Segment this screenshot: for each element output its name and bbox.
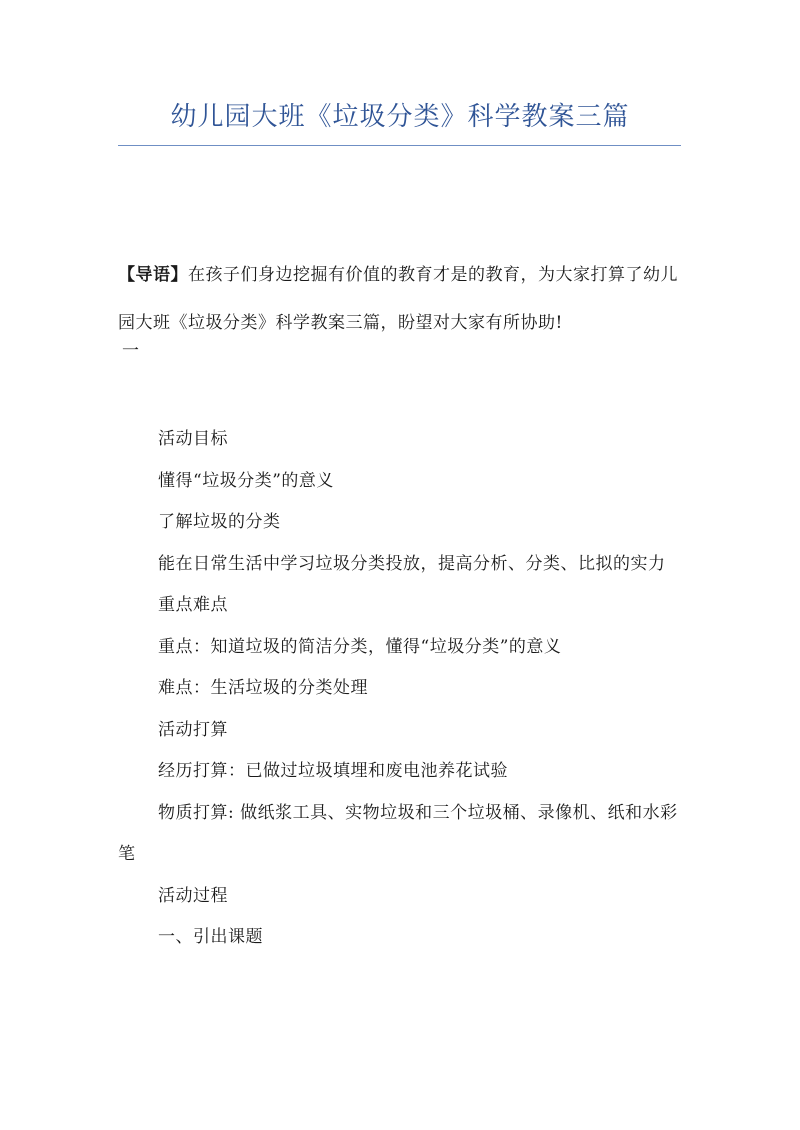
heading-activity-goals: 活动目标 bbox=[158, 429, 228, 449]
heading-key-points: 重点难点 bbox=[158, 595, 228, 615]
document-title: 幼儿园大班《垃圾分类》科学教案三篇 bbox=[170, 102, 630, 132]
heading-preparation: 活动打算 bbox=[158, 719, 228, 740]
paragraph: 一、引出课题 bbox=[158, 927, 263, 947]
intro-text: 在孩子们身边挖掘有价值的教育才是的教育，为大家打算了幼儿园大班《垃圾分类》科学教案三篇，盼望对大家有所协助! bbox=[118, 265, 678, 333]
paragraph: 能在日常生活中学习垃圾分类投放，提高分析、分类、比拟的实力 bbox=[158, 553, 666, 574]
paragraph: 懂得“垃圾分类”的意义 bbox=[158, 470, 334, 491]
paragraph: 了解垃圾的分类 bbox=[158, 512, 281, 532]
intro-label: 【导语】 bbox=[118, 265, 188, 285]
title-divider bbox=[118, 145, 681, 146]
section-number: 一 bbox=[122, 341, 139, 361]
paragraph: 重点：知道垃圾的简洁分类，懂得“垃圾分类”的意义 bbox=[158, 636, 562, 657]
paragraph: 物质打算: 做纸浆工具、实物垃圾和三个垃圾桶、录像机、纸和水彩笔 bbox=[118, 802, 678, 864]
paragraph: 难点：生活垃圾的分类处理 bbox=[158, 678, 368, 698]
paragraph: 经历打算：已做过垃圾填埋和废电池养花试验 bbox=[158, 761, 508, 781]
intro-paragraph bbox=[118, 251, 684, 347]
body-paragraphs bbox=[118, 419, 684, 959]
heading-activity-process: 活动过程 bbox=[158, 885, 228, 906]
